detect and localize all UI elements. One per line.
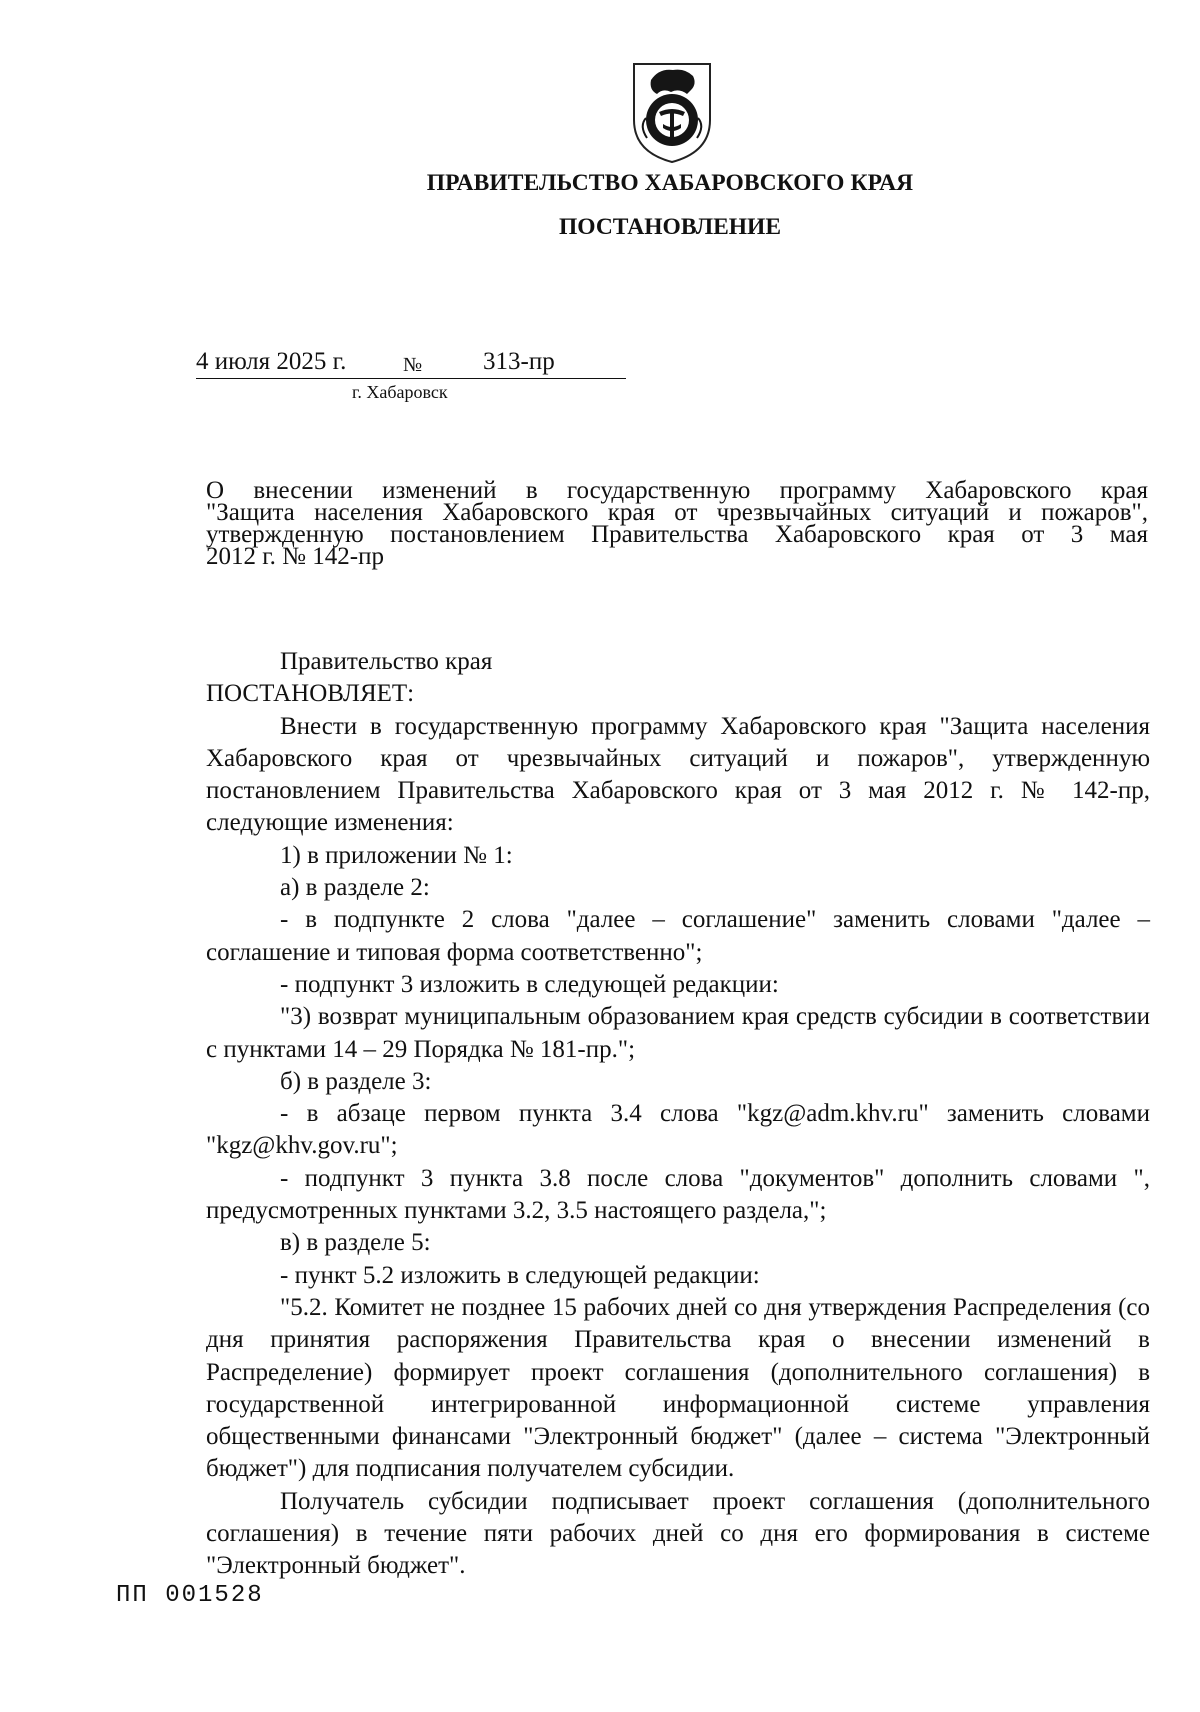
date-number-line: [196, 346, 626, 379]
clause-1: 1) в приложении № 1:: [280, 841, 513, 869]
subject-line: О внесении изменений в государственную программу Хабаровского края: [206, 477, 1148, 504]
clause-1a-item: - подпункт 3 изложить в следующей редакции:: [280, 970, 779, 998]
coat-of-arms-icon: [629, 60, 715, 164]
clause-1a: а) в разделе 2:: [280, 874, 430, 902]
clause-1a-item: - в подпункте 2 слова "далее – соглашение" заменить словами "далее – соглашение и типовая форма соответственно";: [206, 906, 1150, 966]
clause-1c-item: "5.2. Комитет не позднее 15 рабочих дней со дня утверждения Распределения (со дня принятия распоряжения Правительства края о внесении изменений в Распределение) формирует проект соглашения (дополнительного соглашения) в государственной интегрированной информационной системе управления общественными финансами "Электронный бюджет" (далее – система "Электронный бюджет") для подписания получателем субсидии.: [206, 1293, 1150, 1483]
subject-line: 2012 г. № 142-пр: [206, 543, 384, 570]
clause-1a-item: "3) возврат муниципальным образованием края средств субсидии в соответствии с пунктами 14 – 29 Порядка № 181-пр.";: [206, 1003, 1150, 1063]
clause-1b: б) в разделе 3:: [280, 1067, 432, 1095]
preamble: Правительство края: [280, 648, 493, 675]
clause-1c: в) в разделе 5:: [280, 1229, 431, 1257]
document-type: ПОСТАНОВЛЕНИЕ: [558, 214, 782, 240]
document-date: 4 июля 2025 г.: [196, 348, 347, 375]
clause-1b-item: - подпункт 3 пункта 3.8 после слова "документов" дополнить словами ", предусмотренных пунктами 3.2, 3.5 настоящего раздела,";: [206, 1164, 1150, 1225]
subject-line: "Защита населения Хабаровского края от чрезвычайных ситуаций и пожаров",: [206, 499, 1148, 526]
document-subject: [206, 477, 1148, 570]
organization-name: ПРАВИТЕЛЬСТВО ХАБАРОВСКОГО КРАЯ: [426, 170, 914, 196]
clause-1c-item: Получатель субсидии подписывает проект соглашения (дополнительного соглашения) в течение пяти рабочих дней со дня его формирования в системе "Электронный бюджет".: [206, 1487, 1150, 1580]
document-number: 313-пр: [483, 348, 555, 375]
subject-line: утвержденную постановлением Правительства Хабаровского края от 3 мая: [206, 521, 1148, 548]
clause-1c-item: - пункт 5.2 изложить в следующей редакции:: [280, 1261, 760, 1289]
document-city: г. Хабаровск: [352, 382, 448, 402]
number-sign: №: [403, 354, 423, 376]
document-body: [206, 646, 1150, 1583]
resolves-heading: ПОСТАНОВЛЯЕТ:: [206, 680, 415, 708]
clause-1b-item: - в абзаце первом пункта 3.4 слова "kgz@adm.khv.ru" заменить словами "kgz@khv.gov.ru";: [206, 1100, 1150, 1160]
intro-paragraph: Внести в государственную программу Хабаровского края "Защита населения Хабаровского края от чрезвычайных ситуаций и пожаров", утвержденную постановлением Правительства Хабаровского края от 3 мая 2012 г. № 142-пр, следующие изменения:: [206, 712, 1150, 837]
form-code: ПП 001528: [116, 1582, 264, 1609]
